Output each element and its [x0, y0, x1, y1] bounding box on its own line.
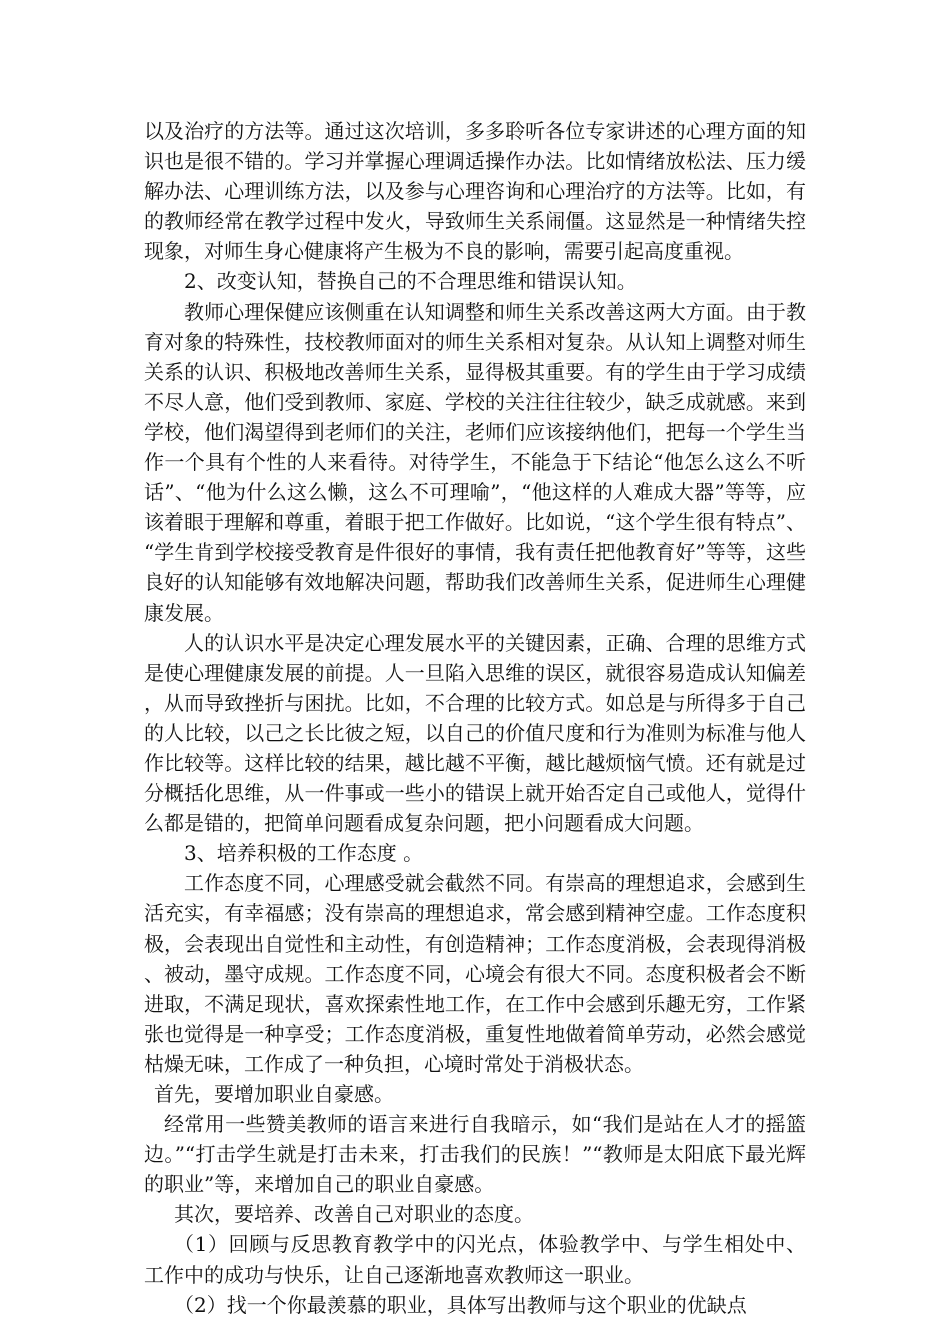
paragraph-treatment-methods: 以及治疗的方法等。通过这次培训，多多聆听各位专家讲述的心理方面的知识也是很不错的。学习并掌握心理调适操作办法。比如情绪放松法、压力缓解办法、心理训练方法，以及参与心理咨询和心理治疗的方法等。比如，有的教师经常在教学过程中发火，导致师生关系闹僵。这显然是一种情绪失控现象，对师生身心健康将产生极为不良的影响，需要引起高度重视。 — [144, 119, 806, 264]
paragraph-second-attitude: 其次，要培养、改善自己对职业的态度。 — [174, 1202, 534, 1227]
document-body — [144, 116, 806, 1320]
paragraph-cognition-level: 人的认识水平是决定心理发展水平的关键因素，正确、合理的思维方式是使心理健康发展的前提。人一旦陷入思维的误区，就很容易造成认知偏差，从而导致挫折与困扰。比如，不合理的比较方式。如总是与所得多于自己的人比较，以己之长比彼之短，以自己的价值尺度和行为准则为标准与他人作比较等。这样比较的结果，越比越不平衡，越比越烦恼气愤。还有就是过分概括化思维，从一件事或一些小的错误上就开始否定自己或他人，觉得什么都是错的，把简单问题看成复杂问题，把小问题看成大问题。 — [144, 630, 806, 836]
heading-positive-attitude: 3、培养积极的工作态度 。 — [184, 841, 424, 866]
paragraph-teacher-student-relations: 教师心理保健应该侧重在认知调整和师生关系改善这两大方面。由于教育对象的特殊性，技校教师面对的师生关系相对复杂。从认知上调整对师生关系的认识、积极地改善师生关系，显得极其重要。有的学生由于学习成绩不尽人意，他们受到教师、家庭、学校的关注往往较少，缺乏成就感。来到学校，他们渴望得到老师们的关注，老师们应该接纳他们，把每一个学生当作一个具有个性的人来看待。对待学生，不能急于下结论“他怎么这么不听话”、“他为什么这么懒，这么不可理喻”，“他这样的人难成大器”等等，应该着眼于理解和尊重，着眼于把工作做好。比如说，“这个学生很有特点”、“学生肯到学校接受教育是件很好的事情，我有责任把他教育好”等等，这些良好的认知能够有效地解决问题，帮助我们改善师生关系，促进师生心理健康发展。 — [144, 299, 806, 625]
paragraph-work-attitude: 工作态度不同，心理感受就会截然不同。有崇高的理想追求，会感到生活充实，有幸福感；没有崇高的理想追求，常会感到精神空虚。工作态度积极，会表现出自觉性和主动性，有创造精神；工作态度消极，会表现得消极、被动，墨守成规。工作态度不同，心境会有很大不同。态度积极者会不断进取，不满足现状，喜欢探索性地工作，在工作中会感到乐趣无穷，工作紧张也觉得是一种享受；工作态度消极，重复性地做着简单劳动，必然会感觉枯燥无味，工作成了一种负担，心境时常处于消极状态。 — [144, 871, 806, 1076]
paragraph-first-pride: 首先，要增加职业自豪感。 — [154, 1082, 394, 1106]
list-item-1-reflect: （1）回顾与反思教育教学中的闪光点，体验教学中、与学生相处中、工作中的成功与快乐，让自己逐渐地喜欢教师这一职业。 — [144, 1232, 806, 1287]
list-item-2-compare: （2）找一个你最羡慕的职业，具体写出教师与这个职业的优缺点 — [174, 1292, 747, 1317]
paragraph-self-suggestion: 经常用一些赞美教师的语言来进行自我暗示，如“我们是站在人才的摇篮边。”“打击学生就是打击未来，打击我们的民族！”“教师是太阳底下最光辉的职业”等，来增加自己的职业自豪感。 — [144, 1112, 806, 1197]
heading-change-cognition: 2、改变认知，替换自己的不合理思维和错误认知。 — [184, 269, 637, 294]
